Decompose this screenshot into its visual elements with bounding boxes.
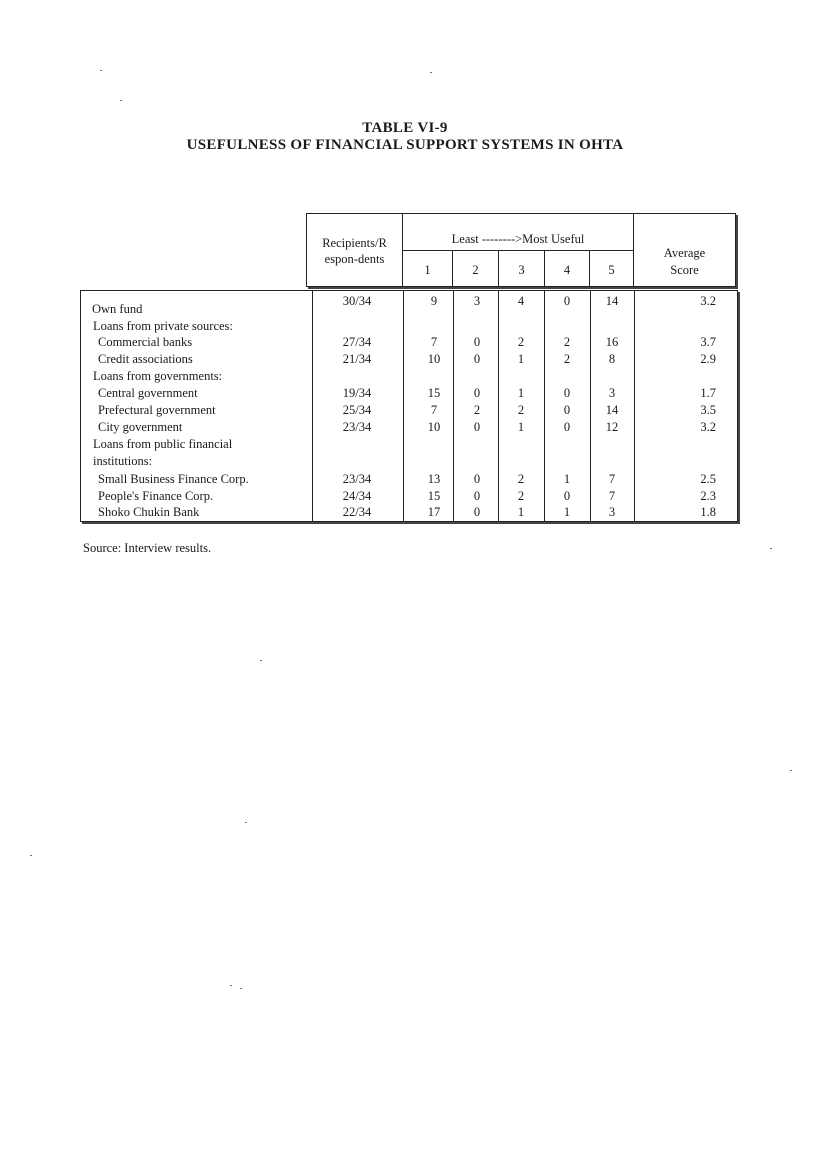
score-3-cell: 4 (517, 294, 525, 308)
row-label: Prefectural government (98, 403, 216, 417)
table-row (81, 294, 737, 318)
score-2-cell: 0 (473, 352, 481, 366)
score-4-cell: 0 (563, 403, 571, 417)
average-score-cell: 2.9 (700, 352, 716, 366)
table-category-row (81, 369, 737, 385)
average-score-cell: 3.2 (700, 420, 716, 434)
average-header-line2: Score (670, 263, 699, 277)
average-score-cell: 3.7 (700, 335, 716, 349)
score-2-cell: 2 (473, 403, 481, 417)
score-1-cell: 10 (427, 420, 441, 434)
score-4-cell: 0 (563, 420, 571, 434)
score-5-cell: 3 (608, 386, 616, 400)
recipients-header-line2: espon-dents (324, 252, 385, 266)
score-3-cell: 2 (517, 335, 525, 349)
score-1-cell: 15 (427, 489, 441, 503)
respondents-cell: 24/34 (342, 489, 372, 503)
row-label: Loans from public financial (93, 437, 233, 451)
score-5-cell: 12 (605, 420, 619, 434)
scale-col-1: 1 (424, 263, 431, 277)
average-score-cell: 2.3 (700, 489, 716, 503)
score-4-cell: 0 (563, 489, 571, 503)
respondents-cell: 23/34 (342, 420, 372, 434)
average-score-cell: 1.7 (700, 386, 716, 400)
source-note: Source: Interview results. (83, 541, 212, 555)
row-label: Shoko Chukin Bank (98, 505, 200, 519)
table-title: TABLE VI-9 (362, 120, 448, 136)
table-subtitle: USEFULNESS OF FINANCIAL SUPPORT SYSTEMS IN OHTA (186, 137, 624, 153)
row-label: institutions: (93, 454, 153, 468)
table-category-row (81, 454, 737, 470)
score-2-cell: 3 (473, 294, 481, 308)
score-2-cell: 0 (473, 505, 481, 519)
scale-header: Least -------->Most Useful (451, 232, 585, 246)
score-2-cell: 0 (473, 335, 481, 349)
table-header (306, 213, 736, 287)
score-3-cell: 2 (517, 489, 525, 503)
row-label: City government (98, 420, 183, 434)
row-label: Central government (98, 386, 198, 400)
score-3-cell: 1 (517, 386, 525, 400)
row-label: Own fund (92, 302, 143, 316)
score-4-cell: 2 (563, 352, 571, 366)
respondents-cell: 27/34 (342, 335, 372, 349)
table-category-row (81, 319, 737, 335)
score-1-cell: 7 (430, 335, 438, 349)
respondents-cell: 30/34 (342, 294, 372, 308)
scale-col-3: 3 (518, 263, 525, 277)
score-5-cell: 3 (608, 505, 616, 519)
table-row (81, 472, 737, 488)
score-4-cell: 0 (563, 294, 571, 308)
row-label: Loans from governments: (93, 369, 223, 383)
table-row (81, 489, 737, 505)
respondents-cell: 22/34 (342, 505, 372, 519)
average-score-cell: 2.5 (700, 472, 716, 486)
score-4-cell: 1 (563, 505, 571, 519)
score-2-cell: 0 (473, 386, 481, 400)
score-1-cell: 13 (427, 472, 441, 486)
average-score-cell: 3.2 (700, 294, 716, 308)
table-row (81, 386, 737, 402)
score-3-cell: 1 (517, 505, 525, 519)
score-5-cell: 7 (608, 472, 616, 486)
score-5-cell: 7 (608, 489, 616, 503)
table-body (80, 290, 738, 522)
scale-col-4: 4 (563, 263, 571, 277)
scale-col-5: 5 (608, 263, 615, 277)
score-2-cell: 0 (473, 489, 481, 503)
score-3-cell: 1 (517, 420, 525, 434)
score-2-cell: 0 (473, 420, 481, 434)
table-row (81, 505, 737, 521)
average-score-cell: 3.5 (700, 403, 716, 417)
score-1-cell: 10 (427, 352, 441, 366)
score-3-cell: 1 (517, 352, 525, 366)
score-4-cell: 0 (563, 386, 571, 400)
row-label: Credit associations (98, 352, 193, 366)
score-1-cell: 7 (430, 403, 438, 417)
table-row (81, 420, 737, 436)
average-score-cell: 1.8 (700, 505, 716, 519)
score-5-cell: 16 (605, 335, 619, 349)
score-5-cell: 14 (605, 294, 619, 308)
table-row (81, 403, 737, 419)
score-5-cell: 8 (608, 352, 616, 366)
respondents-cell: 25/34 (342, 403, 372, 417)
score-4-cell: 1 (563, 472, 571, 486)
respondents-cell: 19/34 (342, 386, 372, 400)
table-row (81, 352, 737, 368)
score-1-cell: 17 (427, 505, 441, 519)
respondents-cell: 23/34 (342, 472, 372, 486)
row-label: Small Business Finance Corp. (98, 472, 249, 486)
table-row (81, 335, 737, 351)
row-label: Commercial banks (98, 335, 193, 349)
score-5-cell: 14 (605, 403, 619, 417)
row-label: People's Finance Corp. (98, 489, 214, 503)
score-1-cell: 9 (430, 294, 438, 308)
average-header-line1: Average (663, 246, 706, 260)
respondents-cell: 21/34 (342, 352, 372, 366)
score-2-cell: 0 (473, 472, 481, 486)
score-3-cell: 2 (517, 472, 525, 486)
table-category-row (81, 437, 737, 453)
score-1-cell: 15 (427, 386, 441, 400)
score-4-cell: 2 (563, 335, 571, 349)
row-label: Loans from private sources: (93, 319, 233, 333)
recipients-header-line1: Recipients/R (322, 236, 387, 250)
scale-col-2: 2 (472, 263, 479, 277)
score-3-cell: 2 (517, 403, 525, 417)
